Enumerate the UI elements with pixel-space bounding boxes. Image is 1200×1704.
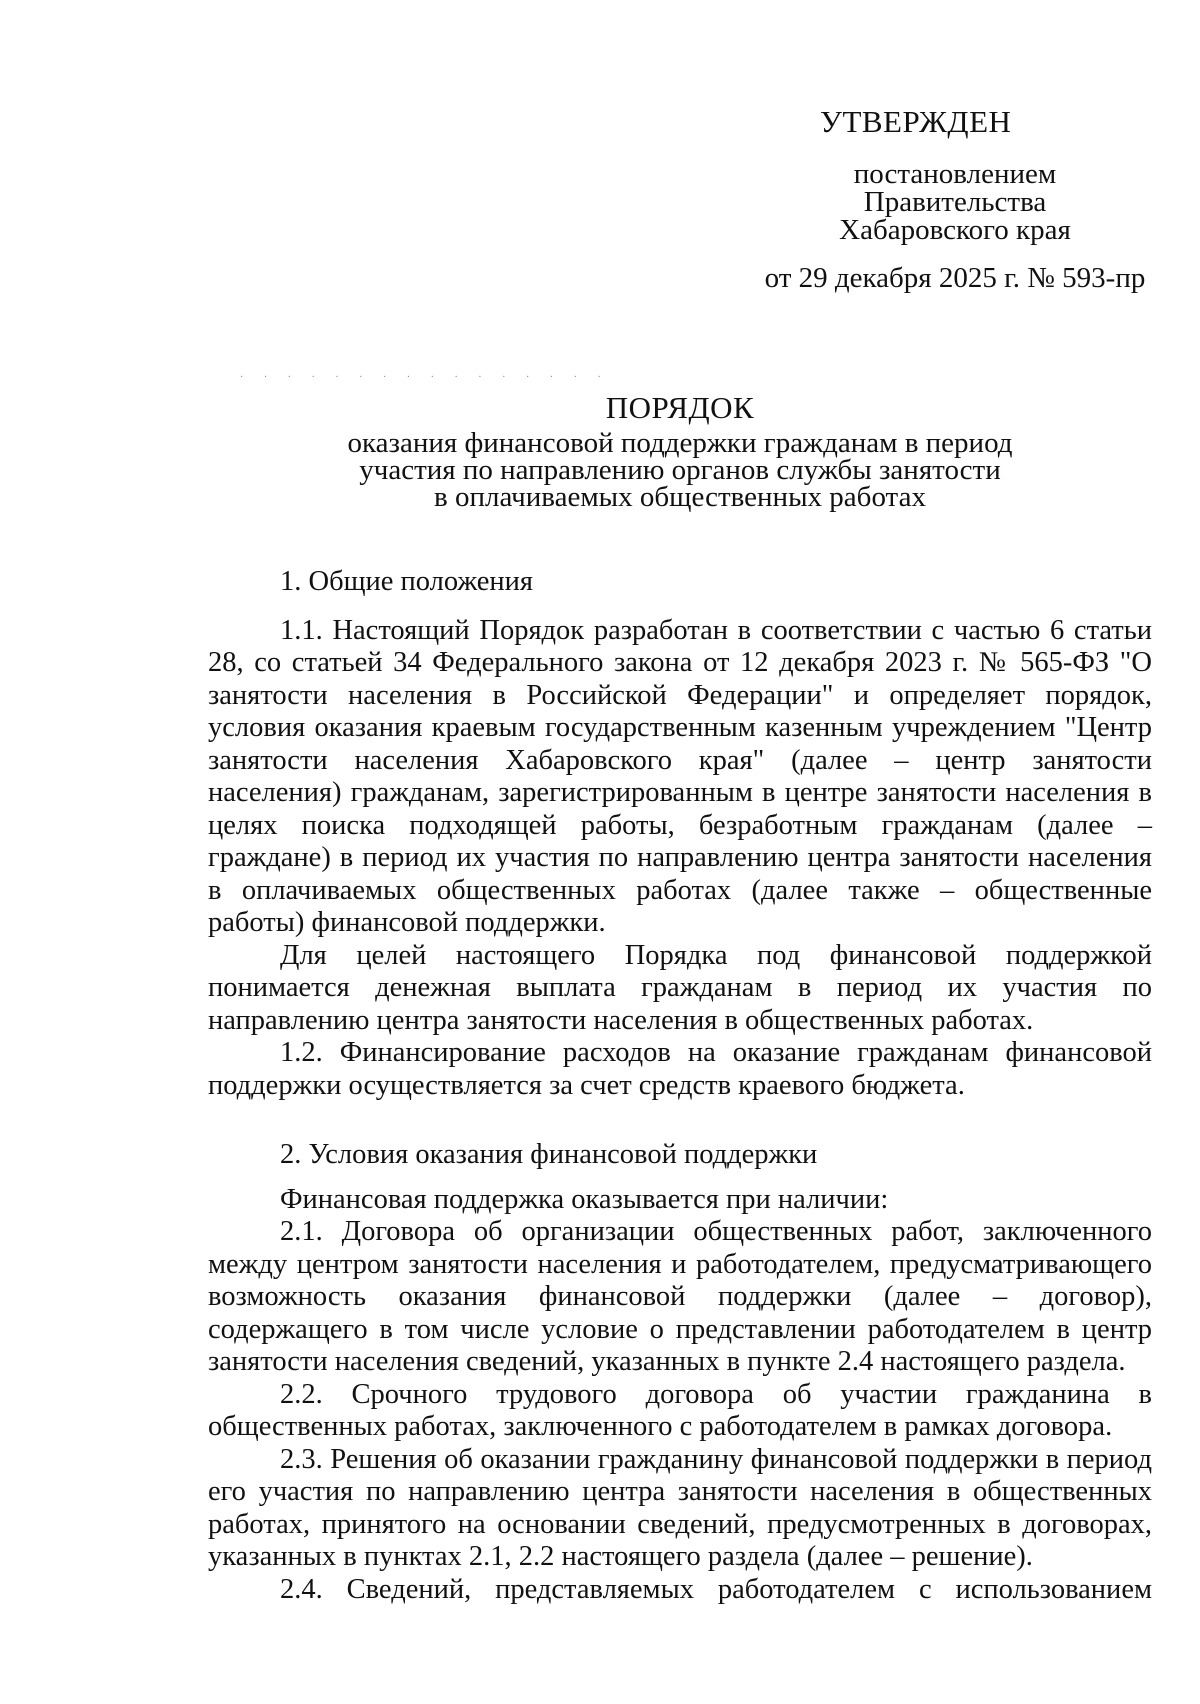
paragraph-2-1: 2.1. Договора об организации общественных работ, заключенного между центром занятости населения и работодателем, предусматривающего возможность оказания финансовой поддержки (далее – договор), содержащего в том числе условие о представлении работодателем в центр занятости населения сведений, указанных в пункте 2.4 настоящего раздела. bbox=[208, 1216, 1152, 1377]
approval-title: УТВЕРЖДЕН bbox=[820, 104, 1012, 139]
subtitle-line-1: оказания финансовой поддержки гражданам в период bbox=[347, 427, 1013, 459]
approval-line-1: постановлением bbox=[853, 158, 1057, 190]
paragraph-1-1-definition: Для целей настоящего Порядка под финансовой поддержкой понимается денежная выплата гражданам в период их участия по направлению центра занятости населения в общественных работах. bbox=[208, 939, 1152, 1036]
approval-line-2: Правительства bbox=[863, 186, 1047, 218]
approval-line-3: Хабаровского края bbox=[839, 214, 1071, 246]
document-body bbox=[208, 566, 1152, 1606]
paragraph-2-3: 2.3. Решения об оказании гражданину финансовой поддержки в период его участия по направлению центра занятости населения в общественных работах, принятого на основании сведений, предусмотренных в договорах, указанных в пунктах 2.1, 2.2 настоящего раздела (далее – решение). bbox=[208, 1443, 1152, 1572]
paragraph-2-intro: Финансовая поддержка оказывается при наличии: bbox=[280, 1183, 889, 1215]
paragraph-1-1: 1.1. Настоящий Порядок разработан в соответствии с частью 6 статьи 28, со статьей 34 Федерального закона от 12 декабря 2023 г. № 565-ФЗ "О занятости населения в Российской Федерации" и определяет порядок, условия оказания краевым государственным казенным учреждением "Центр занятости населения Хабаровского края" (далее – центр занятости населения) гражданам, зарегистрированным в центре занятости населения в целях поиска подходящей работы, безработным гражданам (далее – граждане) в период их участия по направлению центра занятости населения в оплачиваемых общественных работах (далее также – общественные работы) финансовой поддержки. bbox=[208, 614, 1152, 938]
scan-artifact: · · · · · · · · · · · · · · · · bbox=[240, 372, 610, 383]
approval-stamp bbox=[740, 104, 1170, 294]
approval-date: от 29 декабря 2025 г. № 593-пр bbox=[764, 262, 1146, 294]
subtitle-line-2: участия по направлению органов службы занятости bbox=[359, 454, 1001, 486]
section-1-heading: 1. Общие положения bbox=[280, 566, 534, 597]
document-subtitle bbox=[0, 427, 1200, 513]
paragraph-2-4: 2.4. Сведений, представляемых работодателем с использованием bbox=[280, 1573, 1152, 1605]
paragraph-2-2: 2.2. Срочного трудового договора об участии гражданина в общественных работах, заключенного с работодателем в рамках договора. bbox=[208, 1378, 1152, 1442]
section-2-heading: 2. Условия оказания финансовой поддержки bbox=[280, 1139, 818, 1170]
subtitle-line-3: в оплачиваемых общественных работах bbox=[434, 481, 926, 513]
paragraph-1-2: 1.2. Финансирование расходов на оказание гражданам финансовой поддержки осуществляется за счет средств краевого бюджета. bbox=[208, 1037, 1152, 1101]
document-title: ПОРЯДОК bbox=[605, 390, 755, 425]
